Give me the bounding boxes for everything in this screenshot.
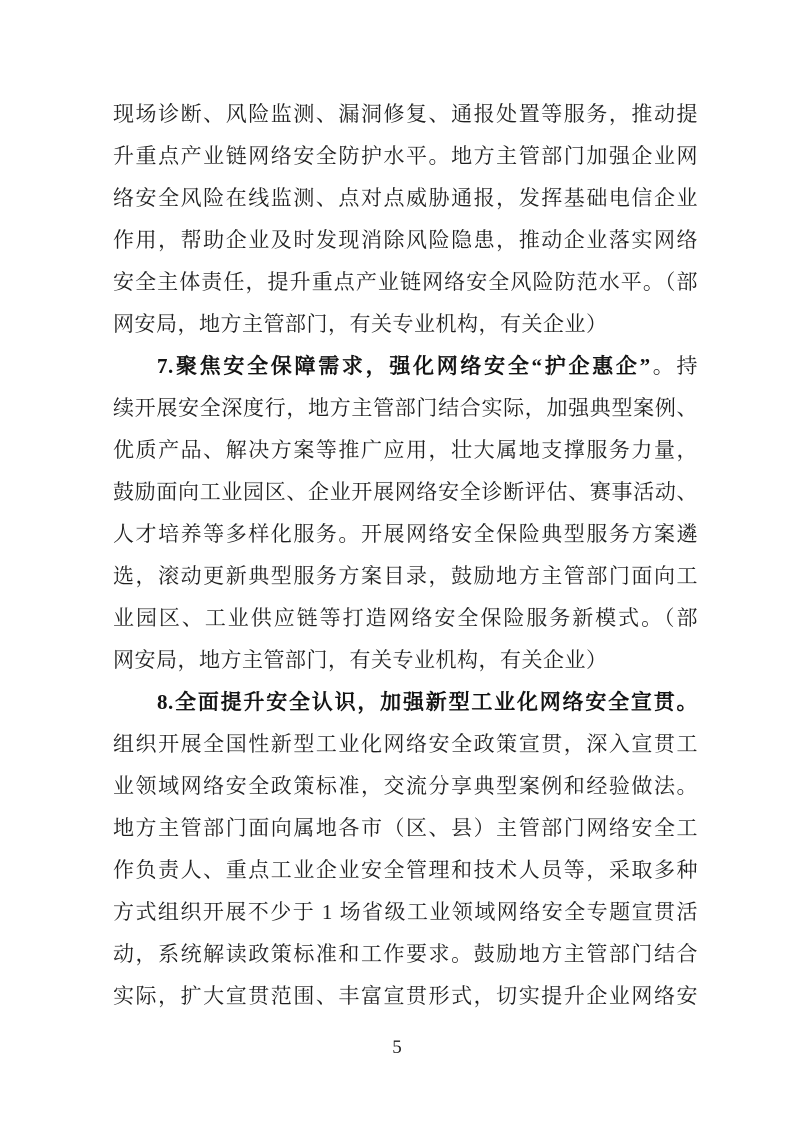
body-text: 组织开展全国性新型工业化网络安全政策宣贯，深入宣贯工	[113, 732, 698, 756]
body-text: 业园区、工业供应链等打造网络安全保险服务新模式。（部	[113, 606, 698, 630]
body-text: 业领域网络安全政策标准，交流分享典型案例和经验做法。	[113, 774, 698, 798]
text-line	[113, 891, 698, 933]
body-text: 升重点产业链网络安全防护水平。地方主管部门加强企业网	[113, 144, 698, 168]
text-line	[113, 303, 698, 345]
text-line	[113, 555, 698, 597]
text-line	[113, 135, 698, 177]
body-text: 地方主管部门面向属地各市（区、县）主管部门网络安全工	[113, 816, 698, 840]
heading-text: 7.聚焦安全保障需求，强化网络安全“护企惠企”	[157, 354, 651, 378]
text-line	[113, 387, 698, 429]
text-line	[113, 345, 698, 387]
body-text: 实际，扩大宣贯范围、丰富宣贯形式，切实提升企业网络安	[113, 984, 698, 1008]
body-text: 选，滚动更新典型服务方案目录，鼓励地方主管部门面向工	[113, 564, 698, 588]
text-line	[113, 681, 698, 723]
document-body	[113, 93, 698, 1017]
text-line	[113, 765, 698, 807]
text-line	[113, 723, 698, 765]
body-text: 现场诊断、风险监测、漏洞修复、通报处置等服务，推动提	[113, 102, 698, 126]
text-line	[113, 597, 698, 639]
body-text: 作用，帮助企业及时发现消除风险隐患，推动企业落实网络	[113, 228, 698, 252]
body-text: 方式组织开展不少于 1 场省级工业领域网络安全专题宣贯活	[113, 900, 698, 924]
body-text: 作负责人、重点工业企业安全管理和技术人员等，采取多种	[113, 858, 698, 882]
body-text: 络安全风险在线监测、点对点威胁通报，发挥基础电信企业	[113, 186, 698, 210]
text-line	[113, 177, 698, 219]
text-line	[113, 639, 698, 681]
text-line	[113, 471, 698, 513]
body-text: 。持	[650, 354, 699, 378]
text-line	[113, 933, 698, 975]
text-line	[113, 807, 698, 849]
body-text: 网安局，地方主管部门，有关专业机构，有关企业）	[113, 648, 608, 672]
text-line	[113, 219, 698, 261]
page-number: 5	[392, 1037, 402, 1058]
body-text: 鼓励面向工业园区、企业开展网络安全诊断评估、赛事活动、	[113, 480, 698, 504]
body-text: 人才培养等多样化服务。开展网络安全保险典型服务方案遴	[113, 522, 698, 546]
text-line	[113, 93, 698, 135]
body-text: 优质产品、解决方案等推广应用，壮大属地支撑服务力量，	[113, 438, 698, 462]
body-text: 安全主体责任，提升重点产业链网络安全风险防范水平。（部	[113, 270, 698, 294]
text-line	[113, 975, 698, 1017]
body-text: 动，系统解读政策标准和工作要求。鼓励地方主管部门结合	[113, 942, 698, 966]
text-line	[113, 261, 698, 303]
text-line	[113, 429, 698, 471]
body-text: 网安局，地方主管部门，有关专业机构，有关企业）	[113, 312, 608, 336]
heading-text: 8.全面提升安全认识，加强新型工业化网络安全宣贯。	[157, 690, 698, 714]
body-text: 续开展安全深度行，地方主管部门结合实际，加强典型案例、	[113, 396, 698, 420]
text-line	[113, 513, 698, 555]
text-line	[113, 849, 698, 891]
